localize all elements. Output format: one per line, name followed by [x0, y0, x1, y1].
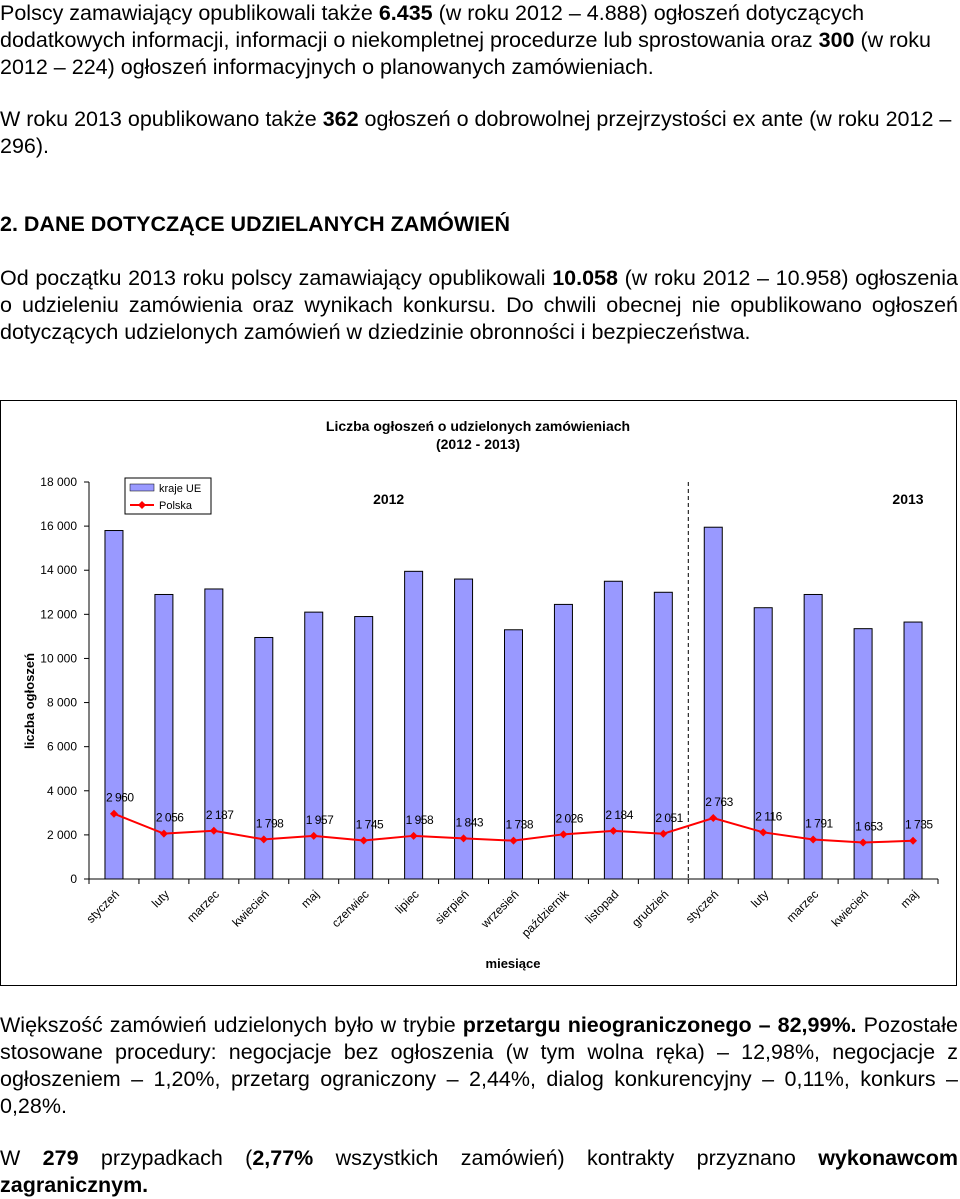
paragraph-awarded-contracts — [0, 265, 958, 346]
highlight-open-tender: przetargu nieograniczonego – 82,99%. — [462, 1013, 857, 1037]
x-tick-label: marzec — [184, 887, 222, 925]
y-tick-label: 14 000 — [40, 563, 77, 578]
x-axis-label: miesiące — [485, 956, 541, 971]
text: ogłoszeń o dobrowolnej przejrzystości ex ante (w roku 2012 – 296). — [0, 107, 952, 158]
x-tick-label: sierpień — [432, 887, 472, 927]
bar-kraje-ue — [704, 527, 722, 879]
data-label-polska: 2 116 — [755, 809, 782, 824]
y-tick-label: 2 000 — [46, 827, 77, 842]
x-tick-label: marzec — [783, 887, 822, 925]
y-tick-label: 10 000 — [40, 651, 77, 666]
text: W roku 2013 opublikowano także — [0, 107, 323, 131]
number-notices: 6.435 — [378, 1, 433, 25]
text: (w roku 2012 – 4.888) ogłoszeń dotyczących dodatkowych informacji, informacji o niekompletnej procedurze lub sprostowania oraz — [0, 1, 865, 52]
number-awarded: 10.058 — [552, 266, 618, 290]
data-label-polska: 1 738 — [505, 817, 534, 832]
paragraph-procedures — [0, 1012, 958, 1120]
x-tick-label: kwiecień — [229, 887, 272, 930]
x-tick-label: luty — [748, 887, 772, 911]
data-label-polska: 2 056 — [155, 810, 184, 825]
section-heading: 2. DANE DOTYCZĄCE UDZIELANYCH ZAMÓWIEŃ — [0, 212, 511, 236]
legend-swatch-kraje-ue — [130, 484, 154, 491]
text: W — [0, 1146, 43, 1170]
data-label-polska: 1 653 — [855, 819, 883, 834]
data-label-polska: 1 791 — [805, 816, 833, 831]
text: Polscy zamawiający opublikowali także — [0, 1, 379, 25]
chart-frame — [0, 400, 957, 986]
x-tick-label: czerwiec — [328, 887, 372, 931]
legend-label-polska: Polska — [159, 500, 193, 512]
highlight-foreign-contractors: wykonawcom zagranicznym. — [0, 1146, 958, 1197]
x-tick-label: lipiec — [392, 887, 422, 917]
legend-label-kraje-ue: kraje UE — [159, 483, 202, 495]
x-tick-label: luty — [148, 887, 173, 911]
text: Od początku 2013 roku polscy zamawiający opublikowali — [0, 266, 553, 290]
data-label-polska: 2 763 — [705, 795, 733, 810]
x-tick-label: styczeń — [83, 887, 123, 926]
text: Większość zamówień udzielonych było w trybie — [0, 1013, 463, 1037]
number-information-notices: 300 — [818, 28, 855, 52]
percent-foreign: 2,77% — [252, 1146, 314, 1170]
period-label-2013: 2013 — [892, 491, 924, 507]
period-label-2012: 2012 — [373, 491, 405, 507]
data-label-polska: 1 798 — [255, 816, 284, 831]
text: przypadkach ( — [78, 1146, 253, 1170]
number-ex-ante: 362 — [322, 107, 359, 131]
y-tick-label: 0 — [70, 872, 77, 886]
text: Pozostałe stosowane procedury: negocjacje bez ogłoszenia (w tym wolna ręka) – 12,98%, negocjacje z ogłoszeniem – 1,20%, przetarg ograniczony – 2,44%, dialog konkurencyjny – 0,11%, konkurs – 0,28%. — [0, 1013, 958, 1118]
data-label-polska: 1 957 — [305, 812, 334, 827]
y-tick-label: 18 000 — [40, 475, 77, 489]
number-foreign: 279 — [42, 1146, 79, 1170]
data-label-polska: 2 960 — [105, 790, 134, 805]
y-tick-label: 8 000 — [46, 695, 77, 710]
data-label-polska: 1 958 — [405, 812, 434, 827]
bar-kraje-ue — [105, 531, 123, 879]
y-tick-label: 6 000 — [46, 739, 77, 754]
text: (w roku 2012 – 10.958) ogłoszenia o udzieleniu zamówienia oraz wynikach konkursu. Do chwili obecnej nie opublikowano ogłoszeń dotyczących udzielonych zamówień w dziedzinie obronności i bezpieczeństwa. — [0, 266, 958, 344]
x-tick-label: kwiecień — [828, 887, 872, 930]
paragraph-additional-notices — [0, 0, 958, 81]
bar-line-chart — [1, 401, 956, 985]
bar-kraje-ue — [205, 589, 223, 879]
x-tick-label: listopad — [582, 887, 622, 927]
x-tick-label: maj — [897, 887, 922, 911]
x-tick-label: wrzesień — [478, 887, 522, 931]
y-tick-label: 4 000 — [46, 783, 77, 798]
bar-kraje-ue — [754, 608, 772, 879]
chart-title: Liczba ogłoszeń o udzielonych zamówieniach — [325, 418, 631, 434]
data-label-polska: 2 026 — [555, 811, 583, 826]
bar-kraje-ue — [455, 579, 473, 879]
paragraph-ex-ante — [0, 106, 958, 160]
text: (w roku 2012 – 224) ogłoszeń informacyjnych o planowanych zamówieniach. — [0, 28, 931, 79]
y-tick-label: 16 000 — [40, 519, 77, 534]
data-label-polska: 1 745 — [355, 817, 384, 832]
paragraph-foreign-contractors — [0, 1145, 958, 1199]
data-label-polska: 2 184 — [605, 807, 633, 822]
x-tick-label: październik — [518, 887, 572, 941]
x-tick-label: styczeń — [682, 887, 722, 926]
data-label-polska: 1 735 — [905, 817, 933, 832]
text: wszystkich zamówień) kontrakty przyznano — [313, 1146, 819, 1170]
data-label-polska: 2 051 — [655, 810, 683, 825]
data-label-polska: 1 843 — [455, 815, 484, 830]
y-axis-label: liczba ogłoszeń — [22, 652, 37, 750]
chart-subtitle: (2012 - 2013) — [435, 436, 521, 452]
data-label-polska: 2 187 — [205, 807, 234, 822]
x-tick-label: maj — [298, 887, 322, 911]
y-tick-label: 12 000 — [40, 607, 77, 622]
x-tick-label: grudzień — [628, 887, 672, 930]
